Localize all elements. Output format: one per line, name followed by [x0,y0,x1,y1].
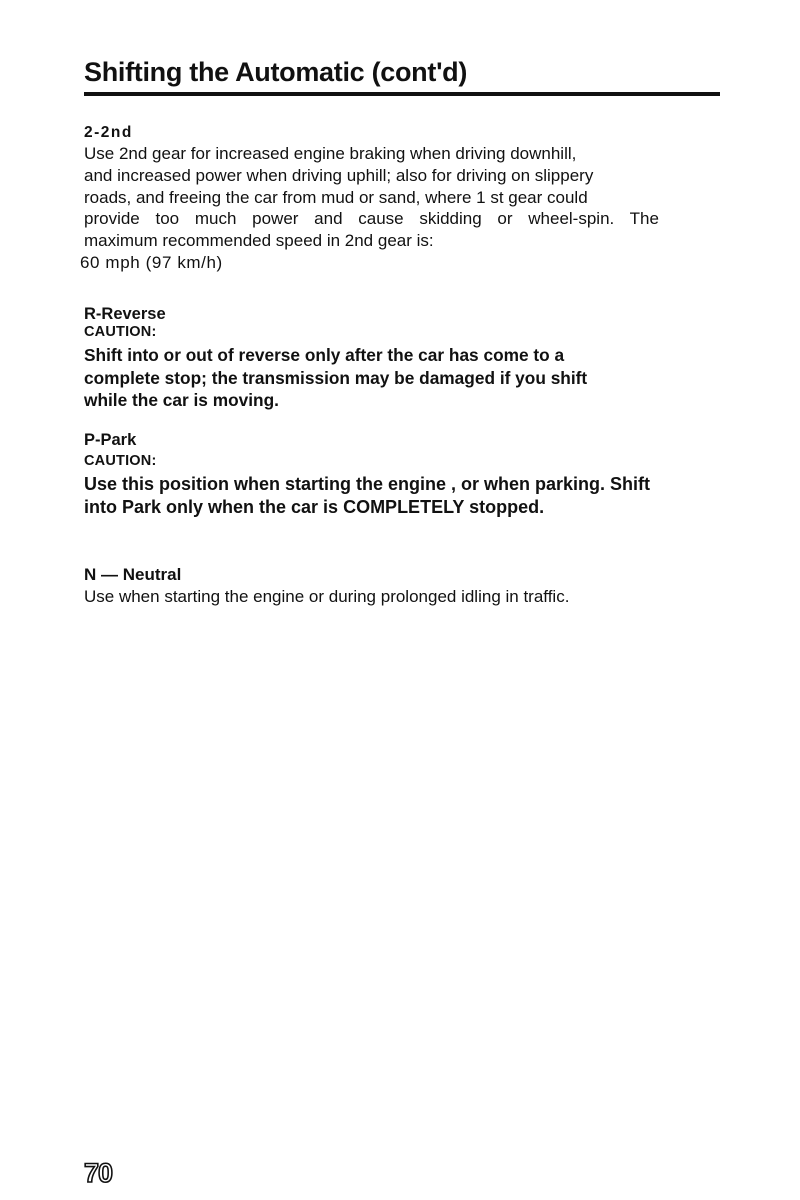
second-gear-line-2: and increased power when driving uphill; also for driving on slippery [84,165,594,185]
title-underline [84,92,720,96]
park-caution-text [84,473,774,518]
neutral-text: Use when starting the engine or during prolonged idling in traffic. [84,587,570,606]
park-caution-line-2: into Park only when the car is COMPLETELY stopped. [84,496,545,517]
page-number: 70 [84,1158,113,1188]
reverse-caution-label: CAUTION: [84,324,157,340]
reverse-caution-line-2: complete stop; the transmission may be damaged if you shift [84,367,588,388]
second-gear-line-3: roads, and freeing the car from mud or sand, where 1 st gear could [84,187,588,207]
second-gear-line-1: Use 2nd gear for increased engine braking when driving downhill, [84,144,577,163]
section-second-gear [80,123,724,274]
section-neutral [84,564,724,608]
second-gear-line-4: provide too much power and cause skidding or wheel-spin. The [84,209,659,229]
park-caution-line-1: Use this position when starting the engine , or when parking. Shift [84,474,651,494]
park-heading: P-Park [84,431,137,449]
section-reverse [84,304,724,412]
reverse-caution-text [84,344,724,412]
reverse-caution-line-3: while the car is moving. [84,390,279,410]
page-title: Shifting the Automatic (cont'd) [84,57,468,87]
section-park [84,430,724,518]
reverse-heading: R-Reverse [84,305,166,323]
neutral-heading: N — Neutral [84,565,182,584]
second-gear-heading: 2-2nd [84,124,133,141]
park-caution-label: CAUTION: [84,453,157,469]
second-gear-line-5: maximum recommended speed in 2nd gear is: [84,231,434,251]
reverse-caution-line-1: Shift into or out of reverse only after the car has come to a [84,345,565,365]
second-gear-max-speed: 60 mph (97 km/h) [80,252,223,272]
